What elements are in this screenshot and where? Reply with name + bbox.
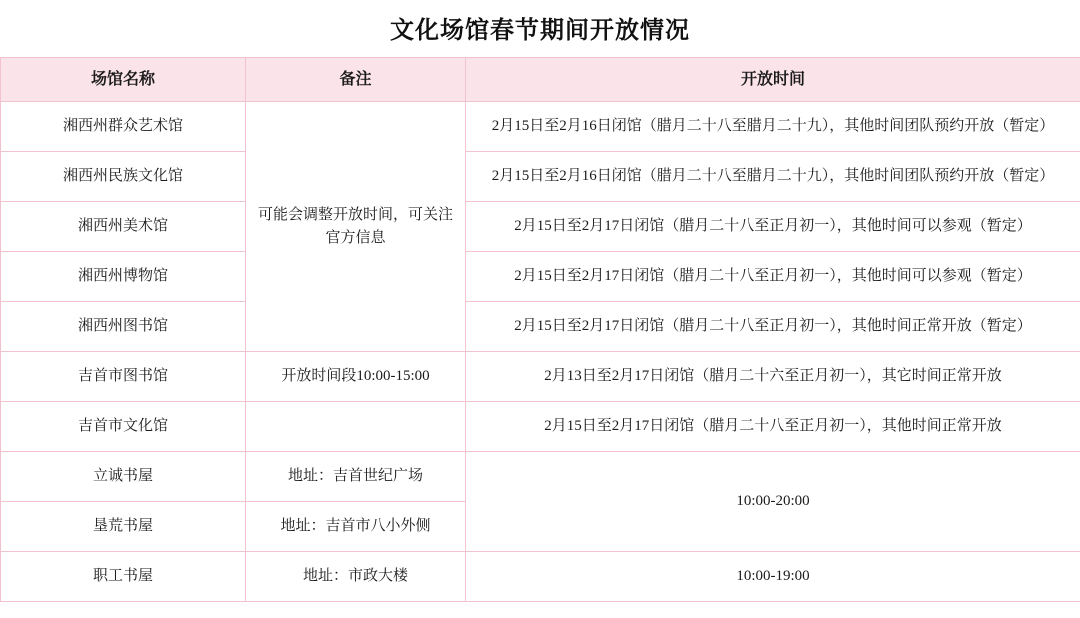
table-row (1, 302, 1080, 352)
cell-note (246, 402, 466, 452)
cell-venue-name: 垦荒书屋 (1, 502, 246, 552)
cell-opening-hours: 2月15日至2月17日闭馆（腊月二十八至正月初一），其他时间正常开放 (466, 402, 1080, 452)
column-header-opening-hours: 开放时间 (466, 58, 1080, 102)
cell-venue-name: 吉首市图书馆 (1, 352, 246, 402)
table-body (1, 102, 1080, 602)
cell-venue-name: 立诚书屋 (1, 452, 246, 502)
cell-note: 开放时间段10:00-15:00 (246, 352, 466, 402)
table-row (1, 552, 1080, 602)
cell-opening-hours: 2月15日至2月17日闭馆（腊月二十八至正月初一），其他时间可以参观（暂定） (466, 252, 1080, 302)
table-row (1, 102, 1080, 152)
page-title: 文化场馆春节期间开放情况 (390, 18, 690, 44)
column-header-venue-name: 场馆名称 (1, 58, 246, 102)
cell-note: 地址：吉首市八小外侧 (246, 502, 466, 552)
cell-note: 地址：市政大楼 (246, 552, 466, 602)
cell-venue-name: 吉首市文化馆 (1, 402, 246, 452)
table-row (1, 252, 1080, 302)
cell-opening-hours: 2月15日至2月17日闭馆（腊月二十八至正月初一），其他时间可以参观（暂定） (466, 202, 1080, 252)
cell-note: 地址：吉首世纪广场 (246, 452, 466, 502)
cell-opening-hours: 2月15日至2月17日闭馆（腊月二十八至正月初一），其他时间正常开放（暂定） (466, 302, 1080, 352)
table-header-row (1, 58, 1080, 102)
cell-opening-hours: 2月15日至2月16日闭馆（腊月二十八至腊月二十九），其他时间团队预约开放（暂定） (466, 152, 1080, 202)
table-row (1, 402, 1080, 452)
table-row (1, 202, 1080, 252)
cell-opening-hours-group-bookhouses: 10:00-20:00 (466, 452, 1080, 552)
cell-opening-hours: 2月13日至2月17日闭馆（腊月二十六至正月初一），其它时间正常开放 (466, 352, 1080, 402)
cell-venue-name: 湘西州图书馆 (1, 302, 246, 352)
table-row (1, 452, 1080, 502)
table-row (1, 152, 1080, 202)
cell-opening-hours: 2月15日至2月16日闭馆（腊月二十八至腊月二十九），其他时间团队预约开放（暂定） (466, 102, 1080, 152)
cell-venue-name: 职工书屋 (1, 552, 246, 602)
venue-opening-table (0, 57, 1080, 602)
table-header (1, 58, 1080, 102)
cell-venue-name: 湘西州美术馆 (1, 202, 246, 252)
column-header-note: 备注 (246, 58, 466, 102)
table-row (1, 352, 1080, 402)
cell-opening-hours: 10:00-19:00 (466, 552, 1080, 602)
cell-venue-name: 湘西州群众艺术馆 (1, 102, 246, 152)
cell-venue-name: 湘西州民族文化馆 (1, 152, 246, 202)
cell-note-group-state-venues: 可能会调整开放时间，可关注官方信息 (246, 102, 466, 352)
cell-venue-name: 湘西州博物馆 (1, 252, 246, 302)
